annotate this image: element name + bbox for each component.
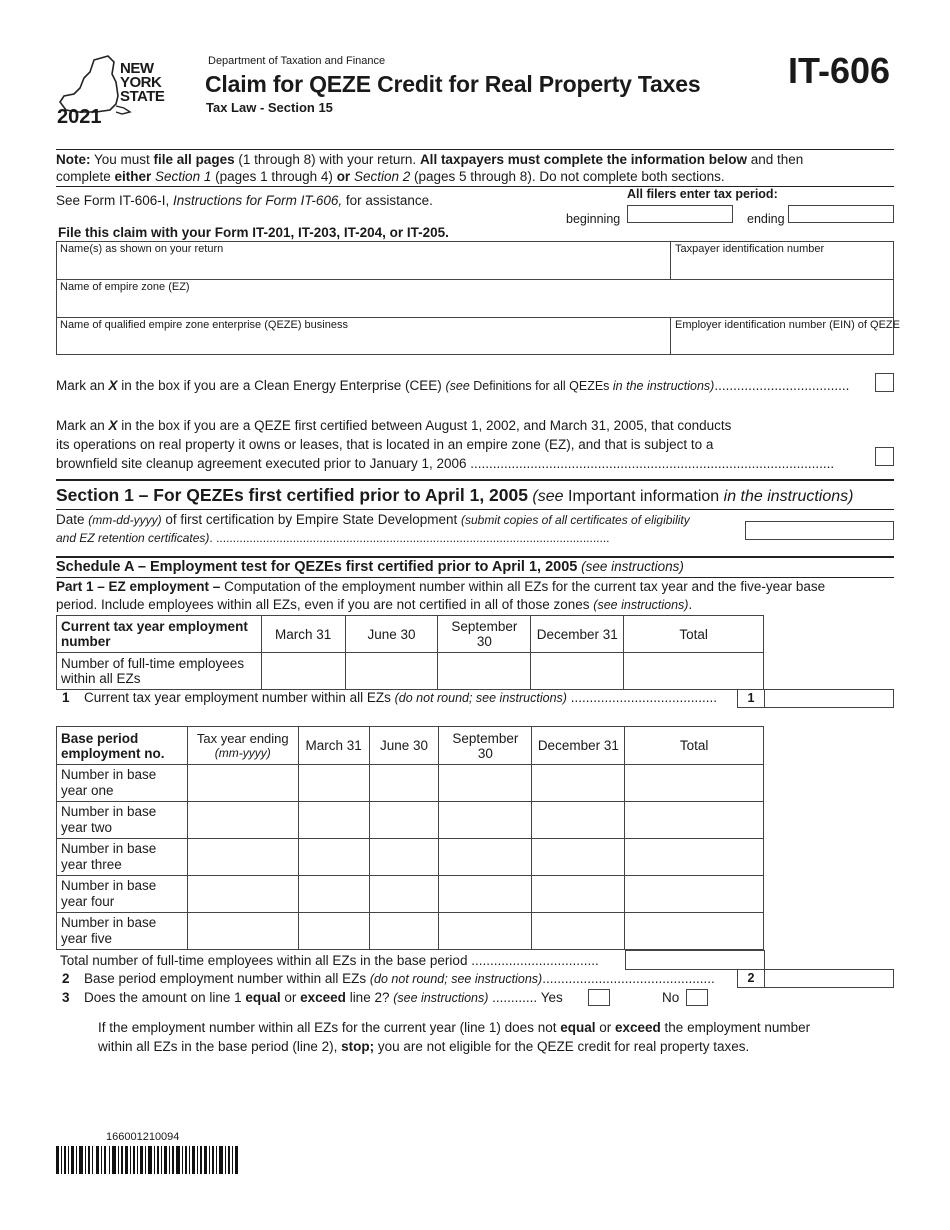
ending-date-input[interactable]	[788, 205, 894, 223]
line3-no-label: No	[662, 990, 680, 1005]
base-row-label: Number in base year two	[57, 802, 188, 839]
table-row	[57, 802, 764, 839]
current-header-sep: September 30	[438, 616, 531, 653]
form-subtitle: Tax Law - Section 15	[206, 100, 333, 115]
base-row-label: Number in base year five	[57, 913, 188, 950]
base-cell-input[interactable]	[532, 913, 625, 950]
base-cell-input[interactable]	[187, 913, 298, 950]
base-cell-input[interactable]	[298, 876, 369, 913]
base-header-jun: June 30	[369, 727, 439, 765]
barcode	[56, 1146, 240, 1177]
line2-box-label: 2	[737, 969, 765, 988]
state-logo-text	[120, 62, 164, 104]
ez-name-field[interactable]: Name of empire zone (EZ)	[60, 281, 190, 293]
base-header-sep: September 30	[439, 727, 532, 765]
base-cell-input[interactable]	[187, 765, 298, 802]
base-cell-input[interactable]	[532, 765, 625, 802]
part1-text: Part 1 – EZ employment – Computation of the employment number within all EZs for the current tax year and the five-year base period. Include employees within all EZs, even if you are not certified in all of those zones (see instructions).	[56, 579, 826, 612]
certification-date-text: Date (mm-dd-yyyy) of first certification by Empire State Development (submit copies of all certificates of eligibility and EZ retention certificates). ......................................................................................................................	[56, 512, 690, 545]
current-dec-input[interactable]	[531, 653, 624, 690]
stop-note: If the employment number within all EZs for the current year (line 1) does not equal or exceed the employment number within all EZs in the base period (line 2), stop; you are not eligible for the QEZE credit for real property taxes.	[98, 1020, 811, 1054]
base-period-table	[56, 726, 764, 950]
qeze-name-field[interactable]: Name of qualified empire zone enterprise (QEZE) business	[60, 319, 348, 331]
department-name: Department of Taxation and Finance	[208, 55, 386, 67]
assistance-text: See Form IT-606-I, Instructions for Form IT-606, for assistance.	[56, 193, 433, 208]
base-cell-input[interactable]	[625, 802, 764, 839]
form-year: 2021	[57, 106, 102, 128]
line1-box-label: 1	[737, 689, 765, 708]
base-cell-input[interactable]	[187, 839, 298, 876]
beginning-date-input[interactable]	[627, 205, 733, 223]
barcode-number: 166001210094	[106, 1131, 180, 1143]
table-row	[57, 876, 764, 913]
current-mar-input[interactable]	[261, 653, 345, 690]
table-row	[57, 913, 764, 950]
base-cell-input[interactable]	[298, 913, 369, 950]
current-row-label: Number of full-time employees within all EZs	[57, 653, 262, 690]
base-cell-input[interactable]	[439, 802, 532, 839]
cee-checkbox[interactable]	[875, 373, 894, 392]
logo-state: STATE	[120, 88, 165, 105]
form-number: IT-606	[788, 50, 891, 91]
line3-no-checkbox[interactable]	[686, 989, 708, 1006]
schedule-a-title: Schedule A – Employment test for QEZEs first certified prior to April 1, 2005 (see instructions)	[56, 559, 684, 575]
base-cell-input[interactable]	[532, 839, 625, 876]
base-cell-input[interactable]	[369, 913, 439, 950]
line2-number: 2	[62, 971, 70, 986]
tax-period-label: All filers enter tax period:	[627, 187, 778, 201]
line1-number: 1	[62, 690, 70, 705]
section1-title: Section 1 – For QEZEs first certified prior to April 1, 2005 (see Important information in the instructions)	[56, 485, 854, 505]
table-row	[57, 765, 764, 802]
tin-field[interactable]: Taxpayer identification number	[675, 243, 825, 255]
brownfield-text: Mark an X in the box if you are a QEZE first certified between August 1, 2002, and March 31, 2005, that conducts its operations on real property it owns or leases, that is located in an empire zone (EZ), and that is subject to a brownfield site cleanup agreement executed prior to January 1, 2006 .................................................................................................	[56, 418, 835, 471]
base-cell-input[interactable]	[439, 913, 532, 950]
base-cell-input[interactable]	[625, 839, 764, 876]
base-cell-input[interactable]	[369, 876, 439, 913]
cee-text: Mark an X in the box if you are a Clean Energy Enterprise (CEE) (see Definitions for all QEZEs in the instructions)....................................	[56, 378, 850, 393]
base-cell-input[interactable]	[298, 802, 369, 839]
base-cell-input[interactable]	[187, 802, 298, 839]
base-row-label: Number in base year one	[57, 765, 188, 802]
certification-date-input[interactable]	[745, 521, 894, 540]
base-cell-input[interactable]	[369, 839, 439, 876]
base-cell-input[interactable]	[439, 765, 532, 802]
base-cell-input[interactable]	[298, 765, 369, 802]
form-title: Claim for QEZE Credit for Real Property Taxes	[205, 71, 701, 97]
line1-amount-input[interactable]	[764, 689, 894, 708]
identification-block	[56, 241, 894, 355]
base-row-label: Number in base year four	[57, 876, 188, 913]
line3-yes-checkbox[interactable]	[588, 989, 610, 1006]
base-cell-input[interactable]	[298, 839, 369, 876]
base-cell-input[interactable]	[532, 876, 625, 913]
logo-york: YORK	[120, 74, 162, 91]
base-cell-input[interactable]	[187, 876, 298, 913]
base-header-total: Total	[625, 727, 764, 765]
logo-new: NEW	[120, 60, 154, 77]
names-field[interactable]: Name(s) as shown on your return	[60, 243, 224, 255]
base-header-mar: March 31	[298, 727, 369, 765]
ending-label: ending	[747, 212, 785, 226]
base-cell-input[interactable]	[369, 765, 439, 802]
current-header-jun: June 30	[345, 616, 438, 653]
current-jun-input[interactable]	[345, 653, 438, 690]
current-total-input[interactable]	[624, 653, 764, 690]
base-header-dec: December 31	[532, 727, 625, 765]
base-cell-input[interactable]	[625, 876, 764, 913]
base-cell-input[interactable]	[625, 913, 764, 950]
current-header-total: Total	[624, 616, 764, 653]
base-cell-input[interactable]	[439, 876, 532, 913]
base-cell-input[interactable]	[532, 802, 625, 839]
beginning-label: beginning	[566, 212, 621, 226]
base-cell-input[interactable]	[625, 765, 764, 802]
current-sep-input[interactable]	[438, 653, 531, 690]
current-header-label: Current tax year employment number	[57, 616, 262, 653]
line3-number: 3	[62, 990, 70, 1005]
line2-amount-input[interactable]	[764, 969, 894, 988]
current-year-table	[56, 615, 764, 690]
current-header-mar: March 31	[261, 616, 345, 653]
base-row-label: Number in base year three	[57, 839, 188, 876]
note-text: Note: You must file all pages (1 through 8) with your return. All taxpayers must complete the information below and then complete either Section 1 (pages 1 through 4) or Section 2 (pages 5 through 8). Do not complete both sections.	[56, 152, 804, 184]
table-row	[57, 839, 764, 876]
base-cell-input[interactable]	[369, 802, 439, 839]
ein-field[interactable]: Employer identification number (EIN) of QEZE	[675, 319, 900, 331]
line3-text: Does the amount on line 1 equal or exceed line 2? (see instructions) ............ Yes	[84, 990, 563, 1005]
base-cell-input[interactable]	[439, 839, 532, 876]
base-header-tax-year: Tax year ending (mm-yyyy)	[187, 727, 298, 765]
line2-text: Base period employment number within all EZs (do not round; see instructions)..............................................	[84, 971, 715, 986]
base-total-text: Total number of full-time employees within all EZs in the base period ..................................	[60, 953, 599, 968]
brownfield-checkbox[interactable]	[875, 447, 894, 466]
current-header-dec: December 31	[531, 616, 624, 653]
line1-text: Current tax year employment number within all EZs (do not round; see instructions) .......................................	[84, 690, 717, 705]
file-claim-instruction: File this claim with your Form IT-201, IT-203, IT-204, or IT-205.	[58, 225, 449, 240]
base-total-input[interactable]	[625, 950, 765, 970]
base-header-label: Base period employment no.	[57, 727, 188, 765]
barcode-icon	[56, 1146, 240, 1174]
